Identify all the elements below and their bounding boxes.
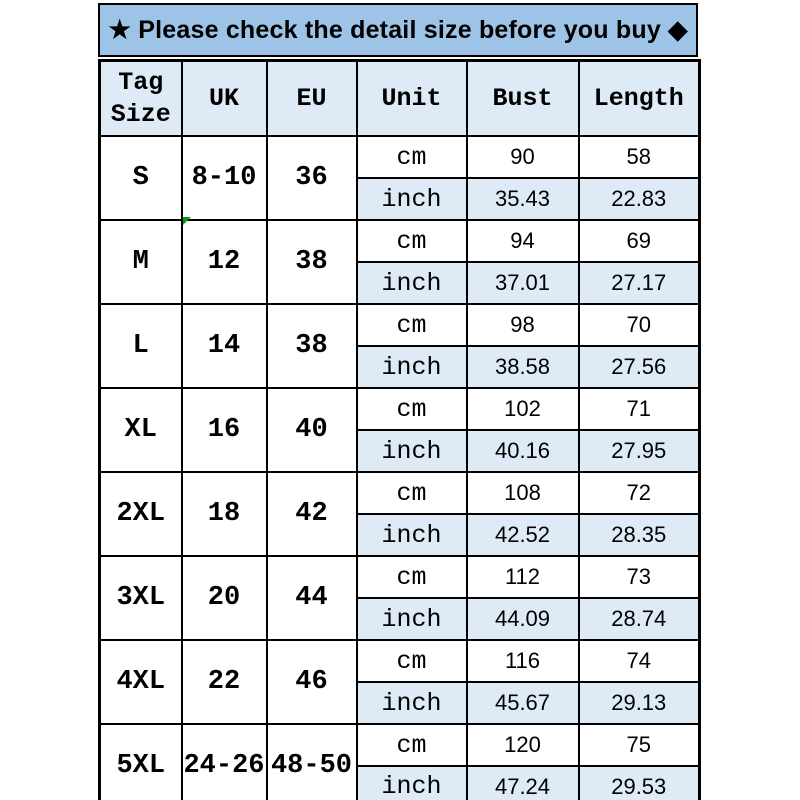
tag-size-value: 3XL bbox=[100, 556, 182, 640]
unit-label-cm: cm bbox=[357, 388, 467, 430]
length-cm-value: 75 bbox=[579, 724, 700, 766]
eu-size-value: 40 bbox=[267, 388, 357, 472]
tag-size-value: 2XL bbox=[100, 472, 182, 556]
unit-label-inch: inch bbox=[357, 346, 467, 388]
unit-label-cm: cm bbox=[357, 724, 467, 766]
bust-cm-value: 90 bbox=[467, 136, 579, 178]
length-cm-value: 71 bbox=[579, 388, 700, 430]
length-inch-value: 27.56 bbox=[579, 346, 700, 388]
table-row bbox=[100, 220, 700, 262]
uk-size-value: 16 bbox=[182, 388, 267, 472]
header-eu: EU bbox=[267, 61, 357, 137]
bust-inch-value: 47.24 bbox=[467, 766, 579, 800]
eu-size-value: 38 bbox=[267, 220, 357, 304]
header-length: Length bbox=[579, 61, 700, 137]
table-row bbox=[100, 556, 700, 598]
table-row bbox=[100, 724, 700, 766]
header-bust: Bust bbox=[467, 61, 579, 137]
uk-size-value: 20 bbox=[182, 556, 267, 640]
unit-label-cm: cm bbox=[357, 556, 467, 598]
size-chart-table bbox=[98, 59, 701, 800]
bust-cm-value: 102 bbox=[467, 388, 579, 430]
table-row bbox=[100, 388, 700, 430]
length-cm-value: 70 bbox=[579, 304, 700, 346]
uk-size-value: 24-26 bbox=[182, 724, 267, 800]
header-unit: Unit bbox=[357, 61, 467, 137]
length-cm-value: 58 bbox=[579, 136, 700, 178]
table-row bbox=[100, 472, 700, 514]
uk-size-value: 12 bbox=[182, 220, 267, 304]
unit-label-inch: inch bbox=[357, 766, 467, 800]
uk-size-value: 22 bbox=[182, 640, 267, 724]
table-row bbox=[100, 136, 700, 178]
bust-inch-value: 38.58 bbox=[467, 346, 579, 388]
eu-size-value: 48-50 bbox=[267, 724, 357, 800]
unit-label-inch: inch bbox=[357, 430, 467, 472]
unit-label-inch: inch bbox=[357, 682, 467, 724]
tag-size-value: XL bbox=[100, 388, 182, 472]
bust-inch-value: 44.09 bbox=[467, 598, 579, 640]
length-cm-value: 73 bbox=[579, 556, 700, 598]
bust-cm-value: 120 bbox=[467, 724, 579, 766]
bust-cm-value: 108 bbox=[467, 472, 579, 514]
table-row bbox=[100, 640, 700, 682]
unit-label-cm: cm bbox=[357, 472, 467, 514]
bust-inch-value: 45.67 bbox=[467, 682, 579, 724]
length-cm-value: 69 bbox=[579, 220, 700, 262]
length-cm-value: 72 bbox=[579, 472, 700, 514]
eu-size-value: 46 bbox=[267, 640, 357, 724]
unit-label-inch: inch bbox=[357, 262, 467, 304]
eu-size-value: 42 bbox=[267, 472, 357, 556]
unit-label-cm: cm bbox=[357, 220, 467, 262]
length-inch-value: 28.74 bbox=[579, 598, 700, 640]
notice-banner-text: ★ Please check the detail size before you buy ◆ bbox=[108, 16, 688, 44]
bust-cm-value: 116 bbox=[467, 640, 579, 682]
unit-label-inch: inch bbox=[357, 598, 467, 640]
table-row bbox=[100, 304, 700, 346]
length-cm-value: 74 bbox=[579, 640, 700, 682]
unit-label-cm: cm bbox=[357, 640, 467, 682]
length-inch-value: 22.83 bbox=[579, 178, 700, 220]
cell-corner-flag bbox=[183, 217, 191, 225]
length-inch-value: 27.17 bbox=[579, 262, 700, 304]
bust-inch-value: 37.01 bbox=[467, 262, 579, 304]
uk-size-value: 8-10 bbox=[182, 136, 267, 220]
tag-size-value: 4XL bbox=[100, 640, 182, 724]
header-uk: UK bbox=[182, 61, 267, 137]
tag-size-value: M bbox=[100, 220, 182, 304]
unit-label-inch: inch bbox=[357, 178, 467, 220]
bust-cm-value: 112 bbox=[467, 556, 579, 598]
notice-banner bbox=[98, 3, 698, 57]
tag-size-value: L bbox=[100, 304, 182, 388]
uk-size-value: 14 bbox=[182, 304, 267, 388]
tag-size-value: S bbox=[100, 136, 182, 220]
uk-size-value: 18 bbox=[182, 472, 267, 556]
length-inch-value: 28.35 bbox=[579, 514, 700, 556]
bust-inch-value: 42.52 bbox=[467, 514, 579, 556]
eu-size-value: 38 bbox=[267, 304, 357, 388]
bust-inch-value: 40.16 bbox=[467, 430, 579, 472]
length-inch-value: 29.13 bbox=[579, 682, 700, 724]
eu-size-value: 36 bbox=[267, 136, 357, 220]
bust-inch-value: 35.43 bbox=[467, 178, 579, 220]
header-tag-size: Tag Size bbox=[100, 61, 182, 137]
tag-size-value: 5XL bbox=[100, 724, 182, 800]
unit-label-inch: inch bbox=[357, 514, 467, 556]
bust-cm-value: 94 bbox=[467, 220, 579, 262]
length-inch-value: 27.95 bbox=[579, 430, 700, 472]
unit-label-cm: cm bbox=[357, 136, 467, 178]
bust-cm-value: 98 bbox=[467, 304, 579, 346]
length-inch-value: 29.53 bbox=[579, 766, 700, 800]
header-row bbox=[100, 61, 700, 137]
eu-size-value: 44 bbox=[267, 556, 357, 640]
unit-label-cm: cm bbox=[357, 304, 467, 346]
